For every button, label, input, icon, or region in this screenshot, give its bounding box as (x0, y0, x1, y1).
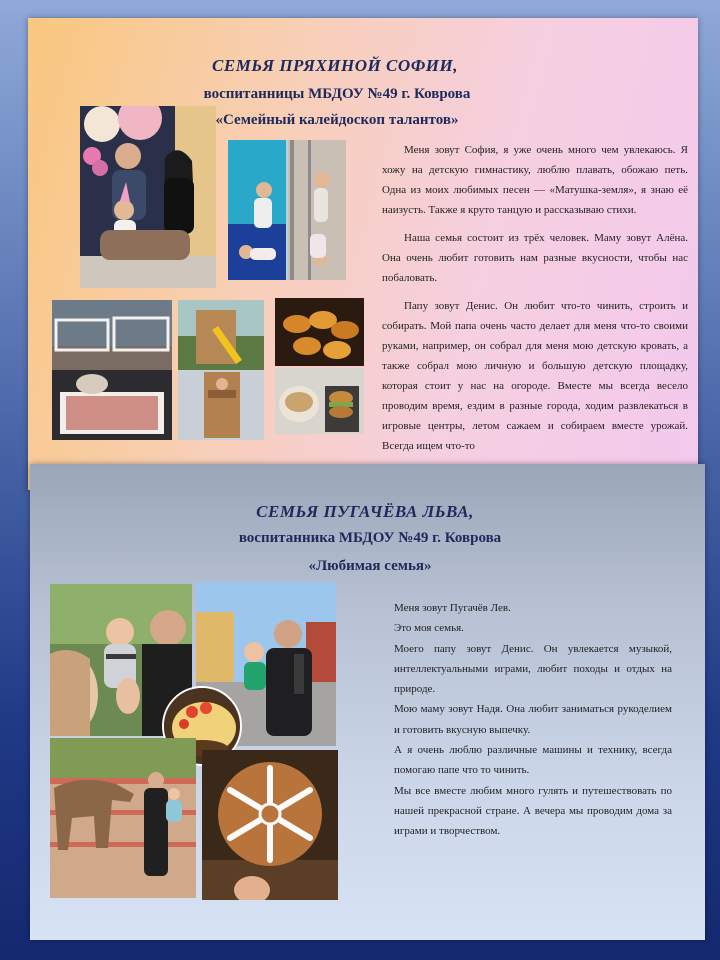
horse-photo (50, 738, 196, 898)
slide2-line: Меня зовут Пугачёв Лев. (394, 602, 511, 614)
slide1-paragraph: Наша семья состоит из трёх человек. Маму зовут Алёна. Она очень любит готовить нам разные вкусности, чтобы нас побаловать. (382, 232, 688, 284)
slide1-theme: «Семейный калейдоскоп талантов» (215, 112, 459, 128)
slide2-line: Это моя семья. (394, 622, 464, 635)
slide2-line: А я очень люблю различные машины и технику, всегда помогаю папе что то чинить. (394, 744, 672, 777)
slide2-theme: «Любимая семья» (308, 558, 432, 574)
slide2-line: Мою маму зовут Надя. Она любит заниматься рукоделием и готовить вкусную выпечку. (394, 703, 672, 736)
slide2-line: Моего папу зовут Денис. Он увлекается музыкой, интеллектуальными играми, любит походы и отдых на природе. (394, 642, 672, 696)
slide2-subtitle: воспитанника МБДОУ №49 г. Коврова (238, 530, 502, 546)
slide-lev-family (30, 464, 705, 940)
slide2-text (394, 598, 672, 842)
slide2-line: Мы все вместе любим много гулять и путешествовать по нашей прекрасной стране. А вечера мы проводим дома за играми и творчеством. (394, 784, 672, 838)
slide2-title: СЕМЬЯ ПУГАЧЁВА ЛЬВА, (256, 502, 474, 521)
snacks-photo (275, 368, 364, 434)
slide1-subtitle: воспитанницы МБДОУ №49 г. Коврова (203, 86, 471, 102)
slide1-paragraph: Папу зовут Денис. Он любит что-то чинить, строить и собирать. Мой папа очень часто делает для меня что-то своими руками, например, он собрал для меня мою детскую кровать, а также собрал мою личную и большую детскую площадку, которая стоит у нас на огороде. Вместе мы всегда весело проводим время, ездим в разные города, ходим развлекаться в игровые центры, летом сажаем и собираем вместе урожай. Всегда ищем что-то (382, 300, 688, 452)
baked-food-photo (275, 298, 364, 366)
family-birthday-photo (80, 106, 216, 288)
kids-bed-photo (52, 300, 172, 440)
gymnastics-photo (228, 140, 346, 280)
gingerbread-cookie-photo (202, 750, 338, 900)
slide1-title: СЕМЬЯ ПРЯХИНОЙ СОФИИ, (212, 56, 458, 75)
playground-photo (178, 300, 264, 440)
slide-sofia-family (28, 18, 698, 490)
slide1-paragraph: Меня зовут София, я уже очень много чем увлекаюсь. Я хожу на детскую гимнастику, люблю плавать, обожаю петь. Одна из моих любимых песен — «Матушка-земля», я знаю её наизусть. Также я круто танцую и рассказываю стихи. (382, 144, 688, 216)
slide1-text (382, 140, 688, 464)
